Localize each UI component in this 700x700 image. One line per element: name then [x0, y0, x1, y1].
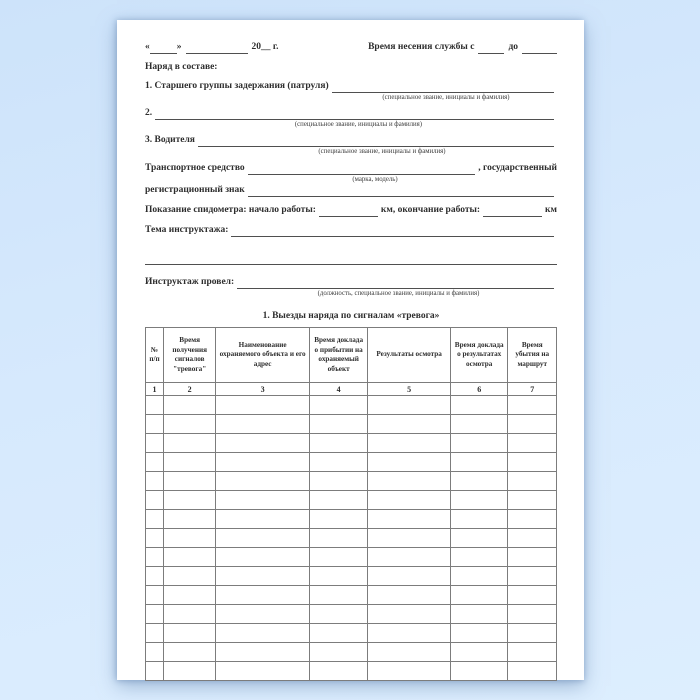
empty-cell — [216, 434, 310, 453]
topic-extra-blank — [145, 254, 557, 265]
duty-to-label: до — [508, 42, 518, 52]
duty-from-blank — [478, 44, 504, 54]
empty-data-row — [146, 491, 557, 510]
table-header-row — [146, 328, 557, 383]
member1-row — [145, 81, 557, 93]
empty-cell — [309, 605, 367, 624]
number-cell-col5: 5 — [368, 383, 451, 396]
empty-cell — [164, 548, 216, 567]
quote-open: « — [145, 42, 150, 52]
odometer-end-blank — [483, 206, 542, 217]
empty-cell — [216, 548, 310, 567]
empty-cell — [164, 453, 216, 472]
empty-cell — [450, 453, 508, 472]
vehicle-note: (марка, модель) — [352, 175, 398, 183]
instructor-row — [145, 277, 557, 289]
empty-cell — [450, 434, 508, 453]
empty-cell — [508, 605, 557, 624]
empty-cell — [164, 529, 216, 548]
date-month-blank — [186, 44, 248, 54]
empty-data-row — [146, 548, 557, 567]
empty-data-row — [146, 605, 557, 624]
empty-cell — [450, 624, 508, 643]
empty-cell — [309, 415, 367, 434]
empty-cell — [164, 605, 216, 624]
empty-cell — [216, 662, 310, 681]
empty-cell — [309, 586, 367, 605]
empty-data-row — [146, 643, 557, 662]
duty-time-label: Время несения службы с — [368, 42, 475, 52]
empty-data-row — [146, 396, 557, 415]
empty-cell — [368, 529, 451, 548]
empty-cell — [216, 643, 310, 662]
empty-cell — [146, 396, 164, 415]
empty-cell — [309, 491, 367, 510]
number-cell-col7: 7 — [508, 383, 557, 396]
member3-row — [145, 135, 557, 147]
empty-data-row — [146, 472, 557, 491]
empty-cell — [508, 396, 557, 415]
empty-cell — [508, 510, 557, 529]
empty-cell — [368, 396, 451, 415]
empty-cell — [164, 472, 216, 491]
empty-cell — [309, 529, 367, 548]
empty-data-row — [146, 624, 557, 643]
odometer-row — [145, 205, 557, 217]
empty-cell — [368, 643, 451, 662]
empty-cell — [164, 662, 216, 681]
number-cell-col3: 3 — [216, 383, 310, 396]
member2-label: 2. — [145, 108, 153, 119]
vehicle-suffix: , государственный — [478, 162, 557, 173]
empty-cell — [368, 510, 451, 529]
empty-cell — [146, 548, 164, 567]
member3-blank — [198, 136, 554, 147]
empty-cell — [309, 510, 367, 529]
odometer-start-blank — [319, 206, 378, 217]
empty-cell — [164, 415, 216, 434]
number-cell-col2: 2 — [164, 383, 216, 396]
empty-cell — [216, 567, 310, 586]
empty-cell — [146, 415, 164, 434]
empty-cell — [309, 567, 367, 586]
odometer-mid-label: км, окончание работы: — [380, 205, 481, 216]
empty-cell — [309, 472, 367, 491]
member2-note: (специальное звание, инициалы и фамилия) — [294, 120, 423, 128]
instructor-blank — [237, 278, 554, 289]
squad-row — [145, 62, 557, 74]
empty-cell — [309, 453, 367, 472]
empty-cell — [146, 529, 164, 548]
empty-data-row — [146, 434, 557, 453]
empty-cell — [146, 434, 164, 453]
empty-cell — [508, 567, 557, 586]
empty-cell — [309, 662, 367, 681]
empty-cell — [368, 415, 451, 434]
header-cell-col7: Время убытия на маршрут — [508, 328, 557, 383]
empty-cell — [164, 491, 216, 510]
empty-cell — [368, 472, 451, 491]
empty-cell — [164, 567, 216, 586]
empty-cell — [216, 415, 310, 434]
empty-cell — [450, 567, 508, 586]
empty-cell — [368, 453, 451, 472]
empty-cell — [508, 529, 557, 548]
empty-cell — [146, 491, 164, 510]
vehicle-label: Транспортное средство — [145, 162, 245, 173]
empty-cell — [508, 434, 557, 453]
empty-cell — [216, 529, 310, 548]
empty-cell — [164, 510, 216, 529]
empty-cell — [450, 510, 508, 529]
empty-cell — [368, 624, 451, 643]
instructor-label: Инструктаж провел: — [145, 276, 235, 287]
empty-cell — [216, 510, 310, 529]
empty-cell — [368, 491, 451, 510]
odometer-km-label: км — [545, 205, 557, 216]
empty-cell — [450, 396, 508, 415]
empty-cell — [368, 586, 451, 605]
header-cell-col1: № п/п — [146, 328, 164, 383]
empty-cell — [309, 643, 367, 662]
number-cell-col6: 6 — [450, 383, 508, 396]
empty-cell — [508, 491, 557, 510]
vehicle-blank — [248, 164, 476, 175]
empty-data-row — [146, 453, 557, 472]
empty-cell — [508, 472, 557, 491]
number-cell-col1: 1 — [146, 383, 164, 396]
empty-cell — [508, 586, 557, 605]
vehicle-row — [145, 163, 557, 175]
squad-label: Наряд в составе: — [145, 61, 218, 72]
header-cell-col5: Результаты осмотра — [368, 328, 451, 383]
empty-cell — [450, 472, 508, 491]
empty-cell — [508, 415, 557, 434]
empty-cell — [146, 662, 164, 681]
empty-cell — [450, 415, 508, 434]
member1-label: 1. Старшего группы задержания (патруля) — [145, 80, 329, 91]
header-cell-col4: Время доклада о прибытии на охраняемый объект — [309, 328, 367, 383]
empty-data-row — [146, 662, 557, 681]
topic-label: Тема инструктажа: — [145, 224, 229, 235]
empty-data-row — [146, 567, 557, 586]
empty-cell — [146, 624, 164, 643]
member2-blank — [155, 109, 554, 120]
empty-cell — [216, 396, 310, 415]
empty-cell — [216, 586, 310, 605]
empty-cell — [164, 396, 216, 415]
empty-cell — [309, 434, 367, 453]
empty-data-row — [146, 415, 557, 434]
empty-cell — [164, 586, 216, 605]
empty-data-row — [146, 529, 557, 548]
header-cell-col2: Время получения сигналов "тревога" — [164, 328, 216, 383]
empty-cell — [146, 643, 164, 662]
empty-cell — [508, 548, 557, 567]
instructor-note: (должность, специальное звание, инициалы и фамилия) — [317, 289, 480, 297]
empty-cell — [450, 643, 508, 662]
empty-cell — [368, 662, 451, 681]
reg-blank — [248, 186, 554, 197]
empty-data-row — [146, 586, 557, 605]
table-title: 1. Выезды наряда по сигналам «тревога» — [262, 311, 440, 322]
empty-cell — [309, 624, 367, 643]
empty-cell — [508, 453, 557, 472]
empty-cell — [146, 586, 164, 605]
empty-cell — [508, 624, 557, 643]
number-cell-col4: 4 — [309, 383, 367, 396]
empty-data-row — [146, 510, 557, 529]
reg-row — [145, 185, 557, 197]
member2-row — [145, 108, 557, 120]
duty-to-blank — [522, 44, 557, 54]
empty-cell — [164, 643, 216, 662]
empty-cell — [216, 472, 310, 491]
year-label: 20__ г. — [251, 42, 279, 52]
date-day-blank — [150, 44, 177, 54]
alarm-table-body — [146, 328, 557, 681]
column-number-row — [146, 383, 557, 396]
empty-cell — [216, 624, 310, 643]
empty-cell — [368, 567, 451, 586]
quote-close: » — [176, 42, 182, 52]
empty-cell — [146, 567, 164, 586]
empty-cell — [450, 605, 508, 624]
form-paper — [117, 20, 584, 680]
topic-extra-row — [145, 254, 557, 265]
empty-cell — [216, 453, 310, 472]
member1-blank — [332, 82, 554, 93]
empty-cell — [450, 548, 508, 567]
empty-cell — [164, 624, 216, 643]
member3-label: 3. Водителя — [145, 135, 195, 146]
empty-cell — [146, 605, 164, 624]
odometer-label: Показание спидометра: начало работы: — [145, 205, 316, 216]
empty-cell — [450, 586, 508, 605]
topic-row — [145, 225, 557, 237]
empty-cell — [450, 491, 508, 510]
alarm-table — [145, 327, 557, 681]
empty-cell — [146, 472, 164, 491]
reg-label: регистрационный знак — [145, 185, 245, 196]
empty-cell — [450, 529, 508, 548]
empty-cell — [146, 453, 164, 472]
empty-cell — [309, 396, 367, 415]
empty-cell — [368, 434, 451, 453]
empty-cell — [368, 605, 451, 624]
empty-cell — [216, 605, 310, 624]
empty-cell — [450, 662, 508, 681]
empty-cell — [146, 510, 164, 529]
empty-cell — [309, 548, 367, 567]
header-cell-col6: Время доклада о результатах осмотра — [450, 328, 508, 383]
member1-note: (специальное звание, инициалы и фамилия) — [382, 93, 510, 101]
empty-cell — [164, 434, 216, 453]
header-cell-col3: Наименование охраняемого объекта и его адрес — [216, 328, 310, 383]
empty-cell — [368, 548, 451, 567]
member3-note: (специальное звание, инициалы и фамилия) — [318, 148, 446, 156]
empty-cell — [508, 643, 557, 662]
empty-cell — [216, 491, 310, 510]
date-duty-row — [145, 42, 557, 54]
topic-blank — [231, 226, 554, 237]
empty-cell — [508, 662, 557, 681]
